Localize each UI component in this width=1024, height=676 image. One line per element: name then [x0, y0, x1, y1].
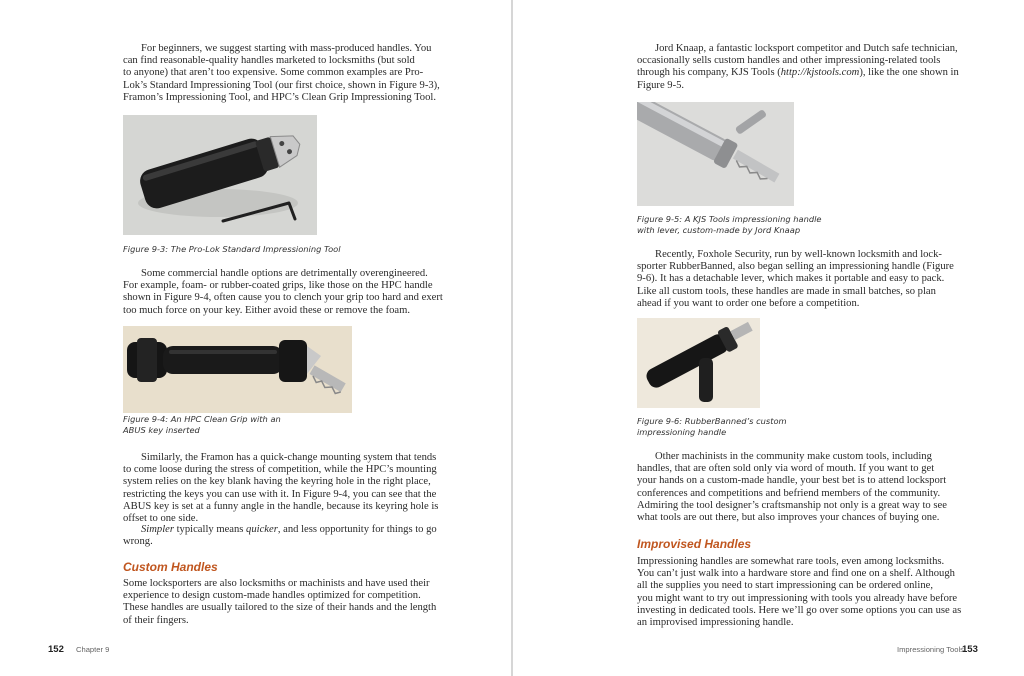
right-page	[513, 0, 1024, 676]
simpler-rest: , and less opportunity for things to go wrong.	[123, 524, 437, 548]
paragraph-jord-knaap	[637, 43, 982, 92]
simpler-word: Simpler	[141, 524, 174, 535]
figure-9-6-caption: Figure 9-6: RubberBanned’s custom impressioning handle	[637, 416, 787, 437]
jord-text-pre: Jord Knaap, a fantastic locksport competitor and Dutch safe technician, occasionally sells custom handles and other impressioning-related tools through his company, KJS Tools (	[637, 43, 958, 79]
simpler-mid: typically means	[173, 524, 247, 535]
figure-9-5-image	[637, 102, 794, 206]
paragraph-overengineered: Some commercial handle options are detrimentally overengineered. For example, foam- or rubber-coated grips, like those on the HPC handle shown in Figure 9-4, often cause you to clench your grip too hard and exert too much force on your key. Either avoid these or remove the foam.	[123, 268, 443, 316]
paragraph-foxhole: Recently, Foxhole Security, run by well-known locksmith and lock- sporter RubberBanned, also began selling an impressioning handle (Figure 9-6). It has a detachable lever, which makes it portable and easy to pack. Like all custom tools, these handles are made in small batches, so plan ahead if you want to order one before a competition.	[637, 249, 954, 309]
prolok-tool-illustration	[123, 115, 317, 235]
quicker-word: quicker	[246, 524, 278, 535]
kjs-tools-url: http://kjstools.com	[780, 67, 860, 79]
paragraph-improvised-handles: Impressioning handles are somewhat rare tools, even among locksmiths. You can’t just walk into a hardware store and find one on a shelf. Although all the supplies you need to start impressioning can be ordered online, you might want to try out impressioning with tools you already have before investing in dedicated tools. Here we’ll go over some options you can use as an improvised impressioning handle.	[637, 556, 962, 629]
kjs-handle-illustration	[637, 102, 794, 206]
paragraph-custom-handles: Some locksporters are also locksmiths or machinists and have used their experience to design custom-made handles optimized for competition. These handles are usually tailored to the size of their hands and the length of their fingers.	[123, 578, 437, 626]
figure-9-4-image	[123, 326, 352, 413]
paragraph-beginners: For beginners, we suggest starting with mass-produced handles. You can find reasonable-quality handles marketed to locksmiths (but sold to anyone) that aren’t too expensive. Some common examples are Pro- Lok’s Standard Impressioning Tool (our first choice, shown in Figure 9-3), Framon’s Impressioning Tool, and HPC’s Clean Grip Impressioning Tool.	[123, 43, 440, 103]
page-number-right: 153	[962, 644, 978, 655]
figure-9-3-image	[123, 115, 317, 235]
rubberbanned-handle-illustration	[637, 318, 760, 408]
figure-9-5-caption: Figure 9-5: A KJS Tools impressioning handle with lever, custom-made by Jord Knaap	[637, 214, 822, 235]
running-head-left: Chapter 9	[76, 645, 110, 654]
figure-9-3-caption: Figure 9-3: The Pro-Lok Standard Impressioning Tool	[123, 244, 341, 254]
paragraph-framon: Similarly, the Framon has a quick-change mounting system that tends to come loose during the stress of competition, while the HPC’s mounting system relies on the key blank having the keyring hole in the right place, restricting the keys you can use with it. In Figure 9-4, you can see that the ABUS key is set at a funny angle in the handle, because its keyring hole is offset to one side.	[123, 452, 439, 525]
page-number-left: 152	[48, 644, 64, 655]
paragraph-machinists: Other machinists in the community make custom tools, including handles, that are often sold only via word of mouth. If you want to get your hands on a custom-made handle, your best bet is to attend locksport conferences and competitions and befriend members of the community. Admiring the tool designer’s craftsmanship not only is a great way to see what tools are out there, but also improves your chances of buying one.	[637, 451, 947, 524]
left-page	[0, 0, 511, 676]
running-head-right: Impressioning Tools	[897, 645, 964, 654]
figure-9-6-image	[637, 318, 760, 408]
heading-improvised-handles: Improvised Handles	[637, 537, 752, 551]
figure-9-4-caption: Figure 9-4: An HPC Clean Grip with an ABUS key inserted	[123, 414, 281, 435]
hpc-clean-grip-illustration	[123, 326, 352, 413]
jord-text-post: ), like the one shown in Figure 9-5.	[637, 67, 959, 91]
heading-custom-handles: Custom Handles	[123, 560, 218, 574]
paragraph-simpler	[123, 524, 468, 548]
